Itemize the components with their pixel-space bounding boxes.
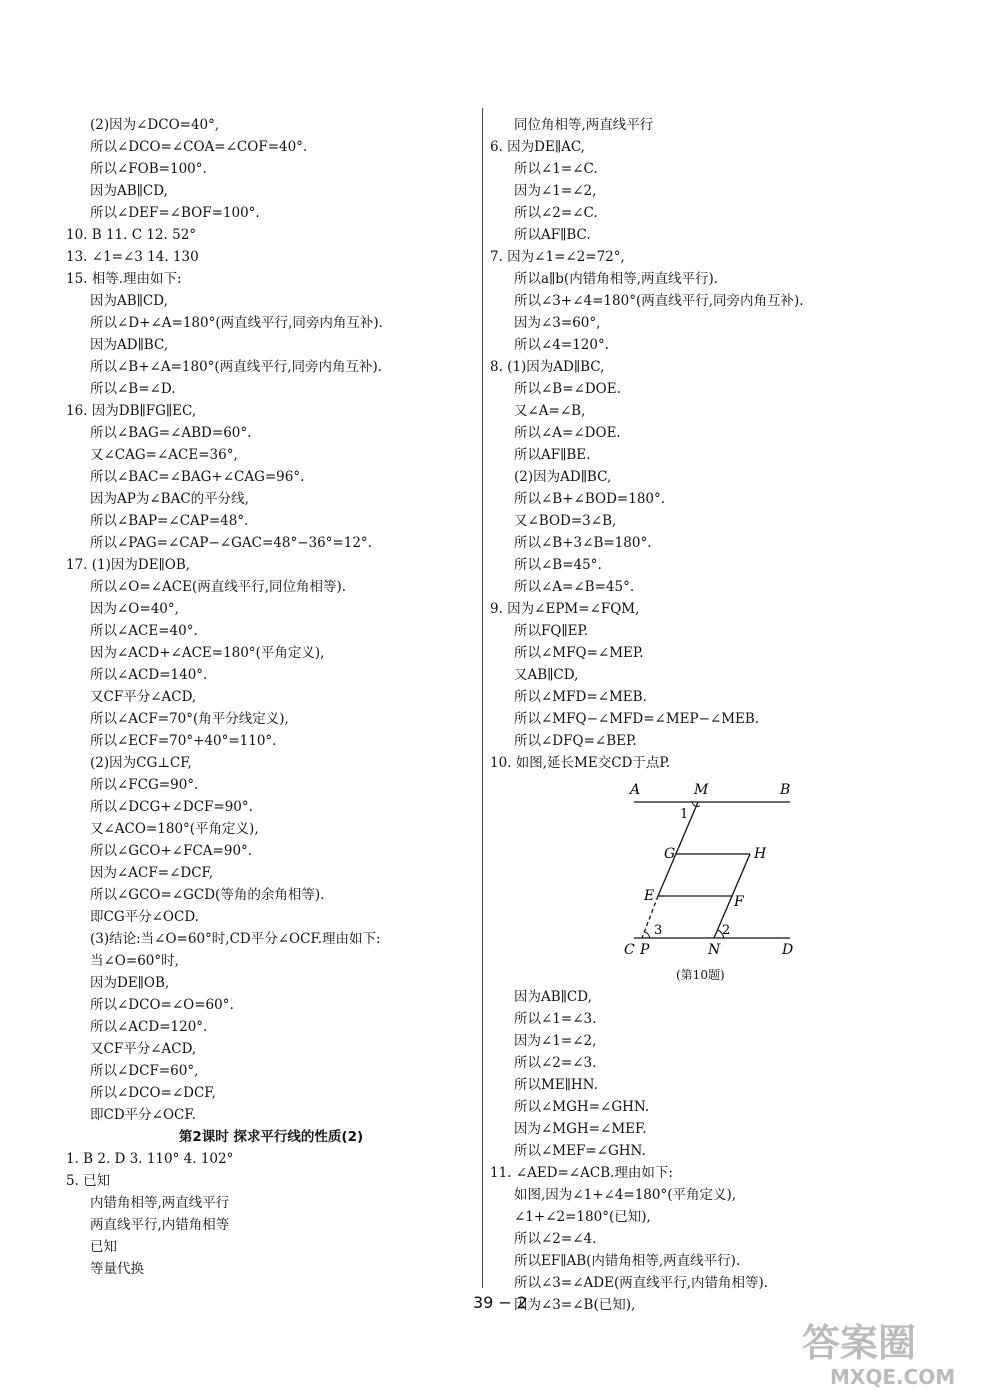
text-line: (3)结论:当∠O=60°时,CD平分∠OCF.理由如下: [90, 931, 381, 947]
text-line: 又∠BOD=3∠B, [514, 513, 617, 529]
text-line: 所以∠O=∠ACE(两直线平行,同位角相等). [90, 579, 347, 595]
right-column-top [490, 114, 920, 774]
text-line: 所以∠ACD=120°. [90, 1019, 208, 1035]
text-line: 如图,因为∠1+∠4=180°(平角定义), [514, 1187, 737, 1203]
text-line: 因为AB∥CD, [90, 183, 168, 199]
text-line: 所以∠BAC=∠BAG+∠CAG=96°. [90, 469, 305, 485]
text-line: 8. (1)因为AD∥BC, [490, 359, 605, 375]
text-line: 所以AF∥BE. [514, 447, 591, 463]
text-line: 所以∠B=∠DOE. [514, 381, 621, 397]
figure-10-diagram [620, 774, 800, 964]
label-E: E [644, 888, 655, 904]
left-column [66, 114, 476, 1280]
text-line: 因为AB∥CD, [514, 989, 592, 1005]
text-line: 所以∠1=∠3. [514, 1011, 597, 1027]
text-line: 所以∠ECF=70°+40°=110°. [90, 733, 277, 749]
text-line: 所以∠DEF=∠BOF=100°. [90, 205, 260, 221]
text-line: (2)因为AD∥BC, [514, 469, 612, 485]
text-line: 10. 如图,延长ME交CD于点P. [490, 755, 671, 771]
text-line: 所以∠DCO=∠DCF, [90, 1085, 216, 1101]
text-line: 9. 因为∠EPM=∠FQM, [490, 601, 640, 617]
text-line: 又∠CAG=∠ACE=36°, [90, 447, 238, 463]
text-line: 所以∠PAG=∠CAP−∠GAC=48°−36°=12°. [90, 535, 372, 551]
label-H: H [754, 846, 767, 862]
text-line: 16. 因为DB∥FG∥EC, [66, 403, 197, 419]
right-column [490, 114, 920, 1316]
text-line: 即CD平分∠OCF. [90, 1107, 196, 1123]
label-M: M [694, 782, 709, 798]
text-line: 所以EF∥AB(内错角相等,两直线平行). [514, 1253, 741, 1269]
text-line: 所以∠B+3∠B=180°. [514, 535, 652, 551]
text-line: 所以∠B+∠BOD=180°. [514, 491, 666, 507]
text-line: 所以∠GCO=∠GCD(等角的余角相等). [90, 887, 325, 903]
text-line: 已知 [90, 1239, 117, 1255]
text-line: 因为∠1=∠2, [514, 183, 597, 199]
section-heading: 第2课时 探求平行线的性质(2) [178, 1129, 364, 1145]
text-line: 因为∠O=40°, [90, 601, 179, 617]
text-line: 同位角相等,两直线平行 [514, 117, 654, 133]
text-line: 所以∠FCG=90°. [90, 777, 199, 793]
text-line: 所以∠BAP=∠CAP=48°. [90, 513, 249, 529]
text-line: 两直线平行,内错角相等 [90, 1217, 230, 1233]
text-line: 所以FQ∥EP. [514, 623, 589, 639]
text-line: (2)因为∠DCO=40°, [90, 117, 220, 133]
text-line: 所以∠D+∠A=180°(两直线平行,同旁内角互补). [90, 315, 383, 331]
text-line: 所以∠MGH=∠GHN. [514, 1099, 650, 1115]
text-line: 因为DE∥OB, [90, 975, 170, 991]
text-line: 13. ∠1=∠3 14. 130 [66, 249, 199, 265]
label-N: N [708, 942, 721, 958]
text-line: 所以∠ACE=40°. [90, 623, 198, 639]
text-line: 因为∠MGH=∠MEF. [514, 1121, 647, 1137]
text-line: 所以∠B+∠A=180°(两直线平行,同旁内角互补). [90, 359, 383, 375]
text-line: 当∠O=60°时, [90, 953, 179, 969]
label-A: A [630, 782, 641, 798]
text-line: 所以∠DCG+∠DCF=90°. [90, 799, 253, 815]
text-line: 所以ME∥HN. [514, 1077, 598, 1093]
text-line: 所以∠2=∠4. [514, 1231, 597, 1247]
text-line: 又∠ACO=180°(平角定义), [90, 821, 259, 837]
text-line: 因为AD∥BC, [90, 337, 169, 353]
text-line: 所以∠B=∠D. [90, 381, 176, 397]
text-line: 所以∠3=∠ADE(两直线平行,内错角相等). [514, 1275, 769, 1291]
text-line: 所以AF∥BC. [514, 227, 591, 243]
text-line: 所以∠3+∠4=180°(两直线平行,同旁内角互补). [514, 293, 804, 309]
text-line: 即CG平分∠OCD. [90, 909, 199, 925]
text-line: 所以∠DFQ=∠BEP. [514, 733, 637, 749]
right-column-bottom [490, 986, 920, 1316]
text-line: 又CF平分∠ACD, [90, 1041, 197, 1057]
text-line: 所以∠DCF=60°, [90, 1063, 199, 1079]
text-line: 所以∠MEF=∠GHN. [514, 1143, 646, 1159]
text-line: 又∠A=∠B, [514, 403, 586, 419]
text-line: 因为AB∥CD, [90, 293, 168, 309]
label-angle-3: 3 [654, 923, 663, 938]
text-line: 6. 因为DE∥AC, [490, 139, 585, 155]
text-line: 又AB∥CD, [514, 667, 579, 683]
page-number: 39 − 2 [472, 1293, 528, 1312]
text-line: 所以∠A=∠DOE. [514, 425, 621, 441]
text-line: 因为∠ACD+∠ACE=180°(平角定义), [90, 645, 325, 661]
text-line: 所以∠GCO+∠FCA=90°. [90, 843, 253, 859]
label-angle-1: 1 [680, 807, 689, 822]
text-line: 所以∠A=∠B=45°. [514, 579, 635, 595]
text-line: 所以∠MFQ=∠MEP. [514, 645, 644, 661]
watermark-text: 答案圈 [802, 1321, 917, 1365]
text-line: 10. B 11. C 12. 52° [66, 227, 197, 243]
text-line: 所以∠MFD=∠MEB. [514, 689, 647, 705]
text-line: 15. 相等.理由如下: [66, 271, 182, 287]
text-line: 5. 已知 [66, 1173, 111, 1189]
watermark-url: MXQE.COM [830, 1365, 956, 1389]
label-B: B [780, 782, 791, 798]
text-line: 因为∠1=∠2, [514, 1033, 597, 1049]
label-F: F [734, 894, 744, 910]
text-line: (2)因为CG⊥CF, [90, 755, 192, 771]
text-line: 因为∠3=∠B(已知), [514, 1297, 636, 1313]
text-line: 所以∠B=45°. [514, 557, 602, 573]
label-C: C [624, 942, 635, 958]
text-line: 因为∠3=60°, [514, 315, 601, 331]
text-line: 所以∠2=∠C. [514, 205, 598, 221]
text-line: 所以∠MFQ−∠MFD=∠MEP−∠MEB. [514, 711, 760, 727]
text-line: 因为∠ACF=∠DCF, [90, 865, 214, 881]
text-line: 所以∠ACF=70°(角平分线定义), [90, 711, 289, 727]
label-G: G [664, 846, 676, 862]
watermark-logo [790, 1312, 990, 1392]
text-line: 因为AP为∠BAC的平分线, [90, 491, 249, 507]
figure-caption: (第10题) [676, 968, 725, 982]
label-D: D [782, 942, 794, 958]
text-line: 所以∠FOB=100°. [90, 161, 207, 177]
text-line: 所以∠DCO=∠O=60°. [90, 997, 234, 1013]
column-divider [482, 108, 483, 1288]
text-line: 所以∠ACD=140°. [90, 667, 208, 683]
text-line: 所以∠4=120°. [514, 337, 610, 353]
text-line: 又CF平分∠ACD, [90, 689, 197, 705]
text-line: 11. ∠AED=∠ACB.理由如下: [490, 1165, 673, 1181]
figure-10 [490, 774, 920, 964]
text-line: 所以∠DCO=∠COA=∠COF=40°. [90, 139, 308, 155]
text-line: 所以∠BAG=∠ABD=60°. [90, 425, 252, 441]
text-line: ∠1+∠2=180°(已知), [514, 1209, 651, 1225]
label-angle-2: 2 [722, 923, 731, 938]
text-line: 内错角相等,两直线平行 [90, 1195, 230, 1211]
label-P: P [640, 942, 650, 958]
text-line: 等量代换 [90, 1261, 144, 1277]
text-line: 所以∠2=∠3. [514, 1055, 597, 1071]
text-line: 7. 因为∠1=∠2=72°, [490, 249, 625, 265]
text-line: 1. B 2. D 3. 110° 4. 102° [66, 1151, 234, 1167]
text-line: 所以∠1=∠C. [514, 161, 598, 177]
text-line: 所以a∥b(内错角相等,两直线平行). [514, 271, 719, 287]
text-line: 17. (1)因为DE∥OB, [66, 557, 191, 573]
